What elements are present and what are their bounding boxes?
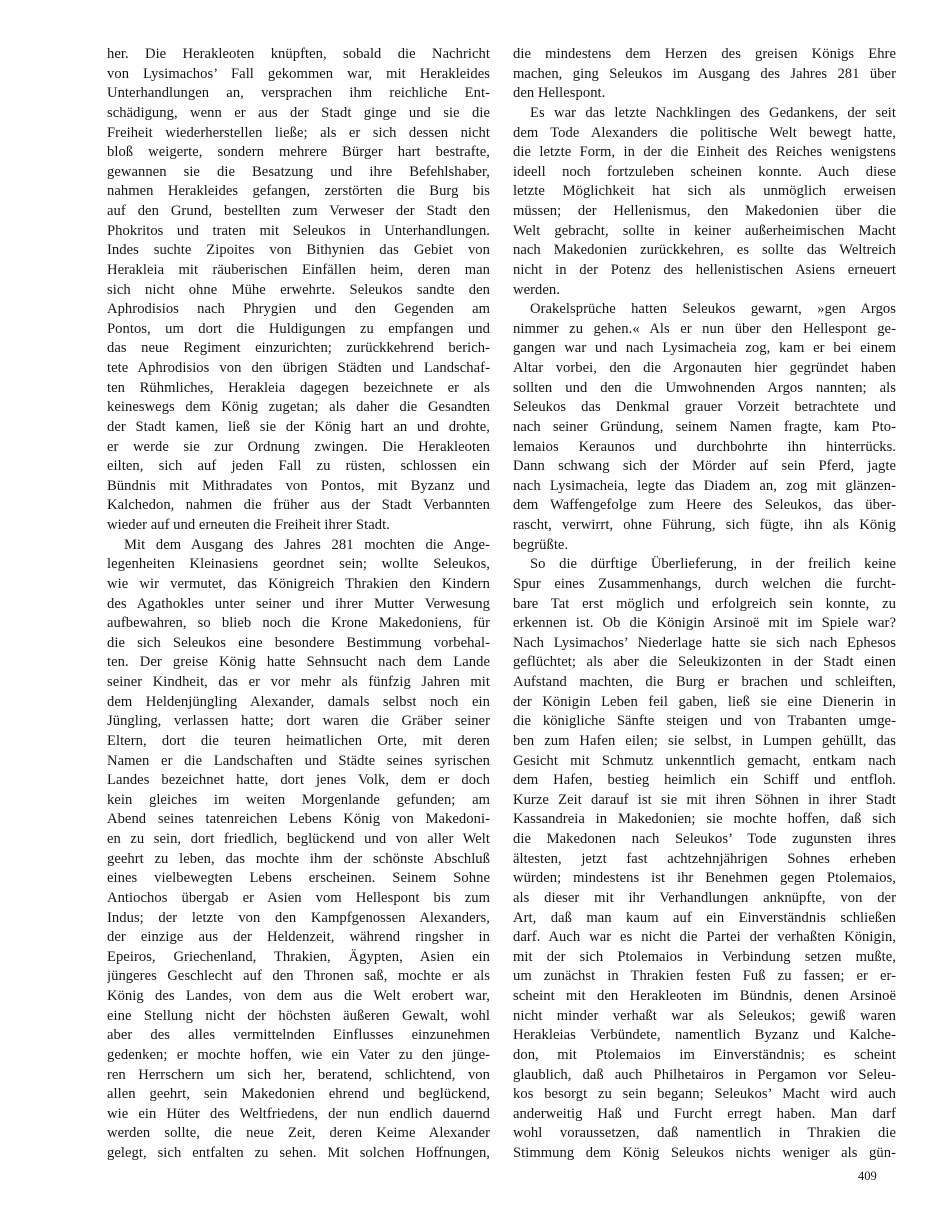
text-line: schädigung, wenn er aus der Stadt ginge und sie die (107, 104, 490, 121)
text-line: müssen; der Hellenismus, den Makedonien über die (513, 203, 896, 219)
text-line: dem Waffengefolge zum Heere des Seleukos, das über- (513, 497, 896, 514)
text-line: ältesten, jetzt fast achtzehnjährigen Sohnes erheben (513, 850, 896, 867)
text-line: aufbewahren, so blieb noch die Krone Makedoniens, für (107, 615, 490, 632)
text-line: die königliche Sänfte steigen und von Trabanten umge- (513, 713, 896, 730)
text-line: mit der sich Ptolemaios in Verbindung setzen mußte, (513, 948, 896, 965)
text-line: nach Lysimacheia, legte das Diadem an, zog mit glänzen- (513, 477, 896, 494)
text-line: gangen war und nach Lysimacheia zog, kam er bei einem (513, 340, 896, 357)
text-line: von Lysimachos’ Fall gekommen war, mit Herakleides (107, 65, 490, 82)
text-line: kos besorgt zu sein begann; Seleukos’ Macht wird auch (513, 1086, 896, 1103)
text-line: Aufstand machten, die Burg er brachen und schleiften, (513, 674, 896, 690)
text-line: lemaios Keraunos und durchbohrte ihn hinterrücks. (513, 438, 896, 455)
text-line: eines vielbewegten Lebens erscheinen. Seinem Sohne (107, 870, 490, 887)
text-line: der Königin Leben feil gaben, ließ sie eine Dienerin in (513, 693, 896, 710)
text-line: legenheiten Kleinasiens geordnet sein; wollte Seleukos, (107, 556, 490, 573)
text-line: en zu sein, dort friedlich, beglückend und von aller Welt (107, 831, 490, 847)
text-column-left (107, 45, 490, 1164)
text-line: So die dürftige Überlieferung, in der freilich keine (530, 556, 896, 573)
text-line: jüngeres Geschlecht auf den Thronen saß, mochte er als (107, 968, 490, 985)
text-line: die letzte Form, in der die Einheit des Reiches wenigstens (513, 144, 896, 161)
text-line: aber des alles vermittelnden Einflusses einzunehmen (107, 1027, 490, 1044)
text-line: ren Herrschern um sich her, beratend, schlichtend, von (107, 1066, 490, 1083)
text-line: don, mit Ptolemaios im Einverständnis; es scheint (513, 1046, 896, 1063)
text-line: darf. Auch war es nicht die Partei der verhaßten Königin, (513, 929, 896, 946)
text-line: nach Makedonien zurückkehren, es sollte das Weltreich (513, 242, 896, 259)
text-line: werden sollte, die neue Zeit, deren Keime Alexander (107, 1125, 490, 1142)
text-line: Unterhandlungen an, versprachen ihm reichliche Ent- (107, 85, 490, 102)
text-line: dem Heldenjüngling Alexander, damals selbst noch ein (107, 693, 490, 710)
text-line: erkennen ist. Ob die Königin Arsinoë mit im Spiele war? (513, 615, 896, 632)
text-column-right (513, 45, 896, 1164)
paragraph (513, 104, 896, 300)
text-line: rascht, verwirrt, ohne Führung, sich fügte, ihn als König (513, 517, 896, 533)
text-line: glaublich, daß auch Philhetairos in Pergamon vor Seleu- (513, 1066, 896, 1083)
text-line: geehrt zu leben, das mochte ihm der schönste Abschluß (107, 850, 490, 867)
text-line: des Agathokles unter seiner und ihrer Mutter Verwesung (107, 595, 490, 612)
text-line: begrüßte. (513, 536, 569, 553)
text-line: Eltern, dort die teuren heimatlichen Orte, mit deren (107, 732, 490, 749)
text-line: her. Die Herakleoten knüpften, sobald die Nachricht (107, 46, 490, 62)
text-line: Herakleia mit räuberischen Einfällen heim, deren man (107, 261, 490, 278)
text-line: Nach Lysimachos’ Niederlage hatte sie sich nach Ephesos (513, 634, 896, 651)
text-line: Altar vorbei, den die Argonauten hier gegründet haben (513, 360, 896, 376)
text-line: Pontos, um dort die Huldigungen zu empfangen und (107, 320, 490, 337)
text-line: Kalchedon, nahmen die früher aus der Stadt Verbannten (107, 497, 490, 514)
text-line: Kassandreia in Makedonien; sie mochte hoffen, daß sich (513, 811, 896, 828)
text-line: keineswegs dem König zugetan; als daher die Gesandten (107, 399, 490, 416)
text-line: nahmen Herakleides gefangen, zerstörten die Burg bis (107, 183, 490, 200)
text-line: sich nicht ohne Mühe erwehrte. Seleukos sandte den (107, 281, 490, 298)
text-line: Art, daß man kaum auf ein Einverständnis schließen (513, 909, 896, 926)
text-line: wie wir vermutet, das Königreich Thrakien den Kindern (107, 575, 490, 592)
text-line: scheint mit den Herakleoten im Bündnis, denen Arsinoë (513, 988, 896, 1004)
text-line: tete Aphrodisios von den übrigen Städten und Landschaf- (107, 360, 490, 376)
text-line: gedenken; er mochte hoffen, wie ein Vater zu den jünge- (107, 1046, 490, 1063)
text-line: kein gleiches im weiten Morgenlande gefunden; am (107, 791, 490, 808)
text-line: Indus; der letzte von den Kampfgenossen Alexanders, (107, 909, 490, 926)
text-line: Landes bezeichnet hatte, dort jenes Volk, dem er doch (107, 772, 490, 789)
text-body (107, 45, 896, 1164)
paragraph (513, 45, 896, 104)
text-line: anderweitig Haß und Furcht erregt haben. Man darf (513, 1105, 896, 1122)
text-line: Welt gebracht, sollte in keiner außerheimischen Macht (513, 222, 896, 239)
text-line: Indes suchte Zipoites von Bithynien das Gebiet von (107, 242, 490, 259)
text-line: Bündnis mit Mithradates von Pontos, mit Byzanz und (107, 477, 490, 494)
text-line: Freiheit wiederherstellen ließe; als er sich dessen nicht (107, 124, 490, 141)
text-line: Kurze Zeit darauf ist sie mit ihren Söhnen in ihrer Stadt (513, 791, 896, 808)
text-line: nach seiner Gründung, seinem Namen fragte, kam Pto- (513, 418, 896, 435)
text-line: den Hellespont. (513, 85, 606, 102)
text-line: Jüngling, verlassen hatte; dort waren die Gräber seiner (107, 713, 490, 730)
text-line: Stimmung dem König Seleukos nichts weniger als gün- (513, 1145, 896, 1161)
page-number: 409 (858, 1169, 877, 1183)
text-line: letzte Möglichkeit hat sich als unmöglich erweisen (513, 183, 896, 200)
text-line: machen, ging Seleukos im Ausgang des Jahres 281 über (513, 65, 896, 82)
text-line: werden. (513, 281, 560, 298)
text-line: würden; mindestens ist ihr Benehmen gegen Ptolemaios, (513, 870, 896, 887)
text-line: wieder auf und erneuten die Freiheit ihrer Stadt. (107, 517, 390, 533)
text-line: sollten und den die Umwohnenden Argos nannten; als (513, 379, 896, 396)
text-line: wie ein Hüter des Weltfriedens, der nun endlich dauernd (107, 1105, 490, 1122)
text-line: Seleukos das Denkmal grauer Vorzeit betrachtete und (513, 399, 896, 416)
text-line: Phokritos und traten mit Seleukos in Unterhandlungen. (107, 222, 490, 239)
text-line: ben zum Hafen eilen; sie selbst, in Lumpen gehüllt, das (513, 732, 896, 749)
text-line: Dann schwang sich der Mörder auf sein Pferd, jagte (513, 458, 896, 475)
text-line: eine Stellung nicht der höchsten äußeren Gewalt, wohl (107, 1007, 490, 1024)
text-line: Herakleias Verbündete, namentlich Byzanz und Kalche- (513, 1027, 896, 1044)
text-line: wohl voraussetzen, daß namentlich in Thrakien die (513, 1125, 896, 1142)
text-line: Spur eines Zusammenhangs, durch welchen die furcht- (513, 575, 896, 592)
text-line: dem Hafen, bestieg heimlich ein Schiff und entfloh. (513, 772, 896, 789)
text-line: Es war das letzte Nachklingen des Gedankens, der seit (530, 104, 896, 121)
text-line: gewannen sie die Besatzung und ihre Befehlshaber, (107, 163, 490, 180)
text-line: der einzige aus der Heldenzeit, während ringsher in (107, 929, 490, 946)
text-line: Gesicht mit Schmutz unkenntlich gemacht, entkam nach (513, 752, 896, 769)
text-line: Antiochos übergab er Asien vom Hellespont bis zum (107, 889, 490, 906)
text-line: nimmer zu gehen.« Als er nun über den Hellespont ge- (513, 320, 896, 337)
text-line: ten. Der greise König hatte Sehnsucht nach dem Lande (107, 654, 490, 671)
text-line: ten Rühmliches, Herakleia dagegen bezeichnete er als (107, 379, 490, 396)
paragraph (513, 300, 896, 555)
text-line: Epeiros, Griechenland, Thrakien, Ägypten, Asien ein (107, 948, 490, 965)
text-line: auf den Grund, bestellten zum Verweser der Stadt den (107, 203, 490, 219)
text-line: eilten, sich auf jeden Fall zu rüsten, schlossen ein (107, 458, 490, 475)
text-line: die Makedonen nach Seleukos’ Tode zugunsten ihres (513, 831, 896, 847)
text-line: Abend seines tatenreichen Lebens König von Makedoni- (107, 811, 490, 828)
text-line: Namen er die Landschaften und Städte seines syrischen (107, 752, 490, 769)
text-line: Orakelsprüche hatten Seleukos gewarnt, »gen Argos (530, 301, 896, 318)
text-line: bare Tat erst möglich und erfolgreich sein konnte, zu (513, 595, 896, 612)
paragraph (107, 536, 490, 1164)
text-line: dem Tode Alexanders die politische Welt bewegt hatte, (513, 124, 896, 141)
paragraph (513, 555, 896, 1163)
text-line: seiner Kindheit, das er vor mehr als fünfzig Jahren mit (107, 674, 490, 690)
text-line: der Stadt kamen, ließ sie der König hart an und drohte, (107, 418, 490, 435)
text-line: geflüchtet; als aber die Seleukizonten in der Stadt einen (513, 654, 896, 671)
text-line: als dieser mit ihr Verhandlungen anknüpfte, von der (513, 889, 896, 906)
text-line: König des Landes, von dem aus die Welt erobert war, (107, 988, 490, 1004)
text-line: er werde sie zur Ordnung zwingen. Die Herakleoten (107, 438, 490, 455)
text-line: bloß weigerte, sondern mehrere Bürger hart bestrafte, (107, 144, 490, 161)
text-line: nicht minder verhaßt war als Seleukos; gewiß waren (513, 1007, 896, 1024)
text-line: ideell noch fortzuleben scheinen konnte. Auch diese (513, 163, 896, 180)
text-line: die mindestens dem Herzen des greisen Königs Ehre (513, 46, 896, 62)
text-line: Mit dem Ausgang des Jahres 281 mochten die Ange- (124, 536, 490, 553)
text-line: um zunächst in Thrakien festen Fuß zu fassen; er er- (513, 968, 896, 985)
paragraph (107, 45, 490, 536)
text-line: nicht in der Potenz des hellenistischen Asiens erneuert (513, 261, 896, 278)
text-line: das neue Regiment einzurichten; zurückkehrend berich- (107, 340, 490, 357)
text-line: gelegt, sich entfalten zu sehen. Mit solchen Hoffnungen, (107, 1145, 490, 1161)
text-line: die sich Seleukos eine besondere Bestimmung vorbehal- (107, 634, 490, 651)
text-line: allen geehrt, sein Makedonien ehrend und beglückend, (107, 1086, 490, 1103)
text-line: Aphrodisios nach Phrygien und den Gegenden am (107, 301, 490, 318)
